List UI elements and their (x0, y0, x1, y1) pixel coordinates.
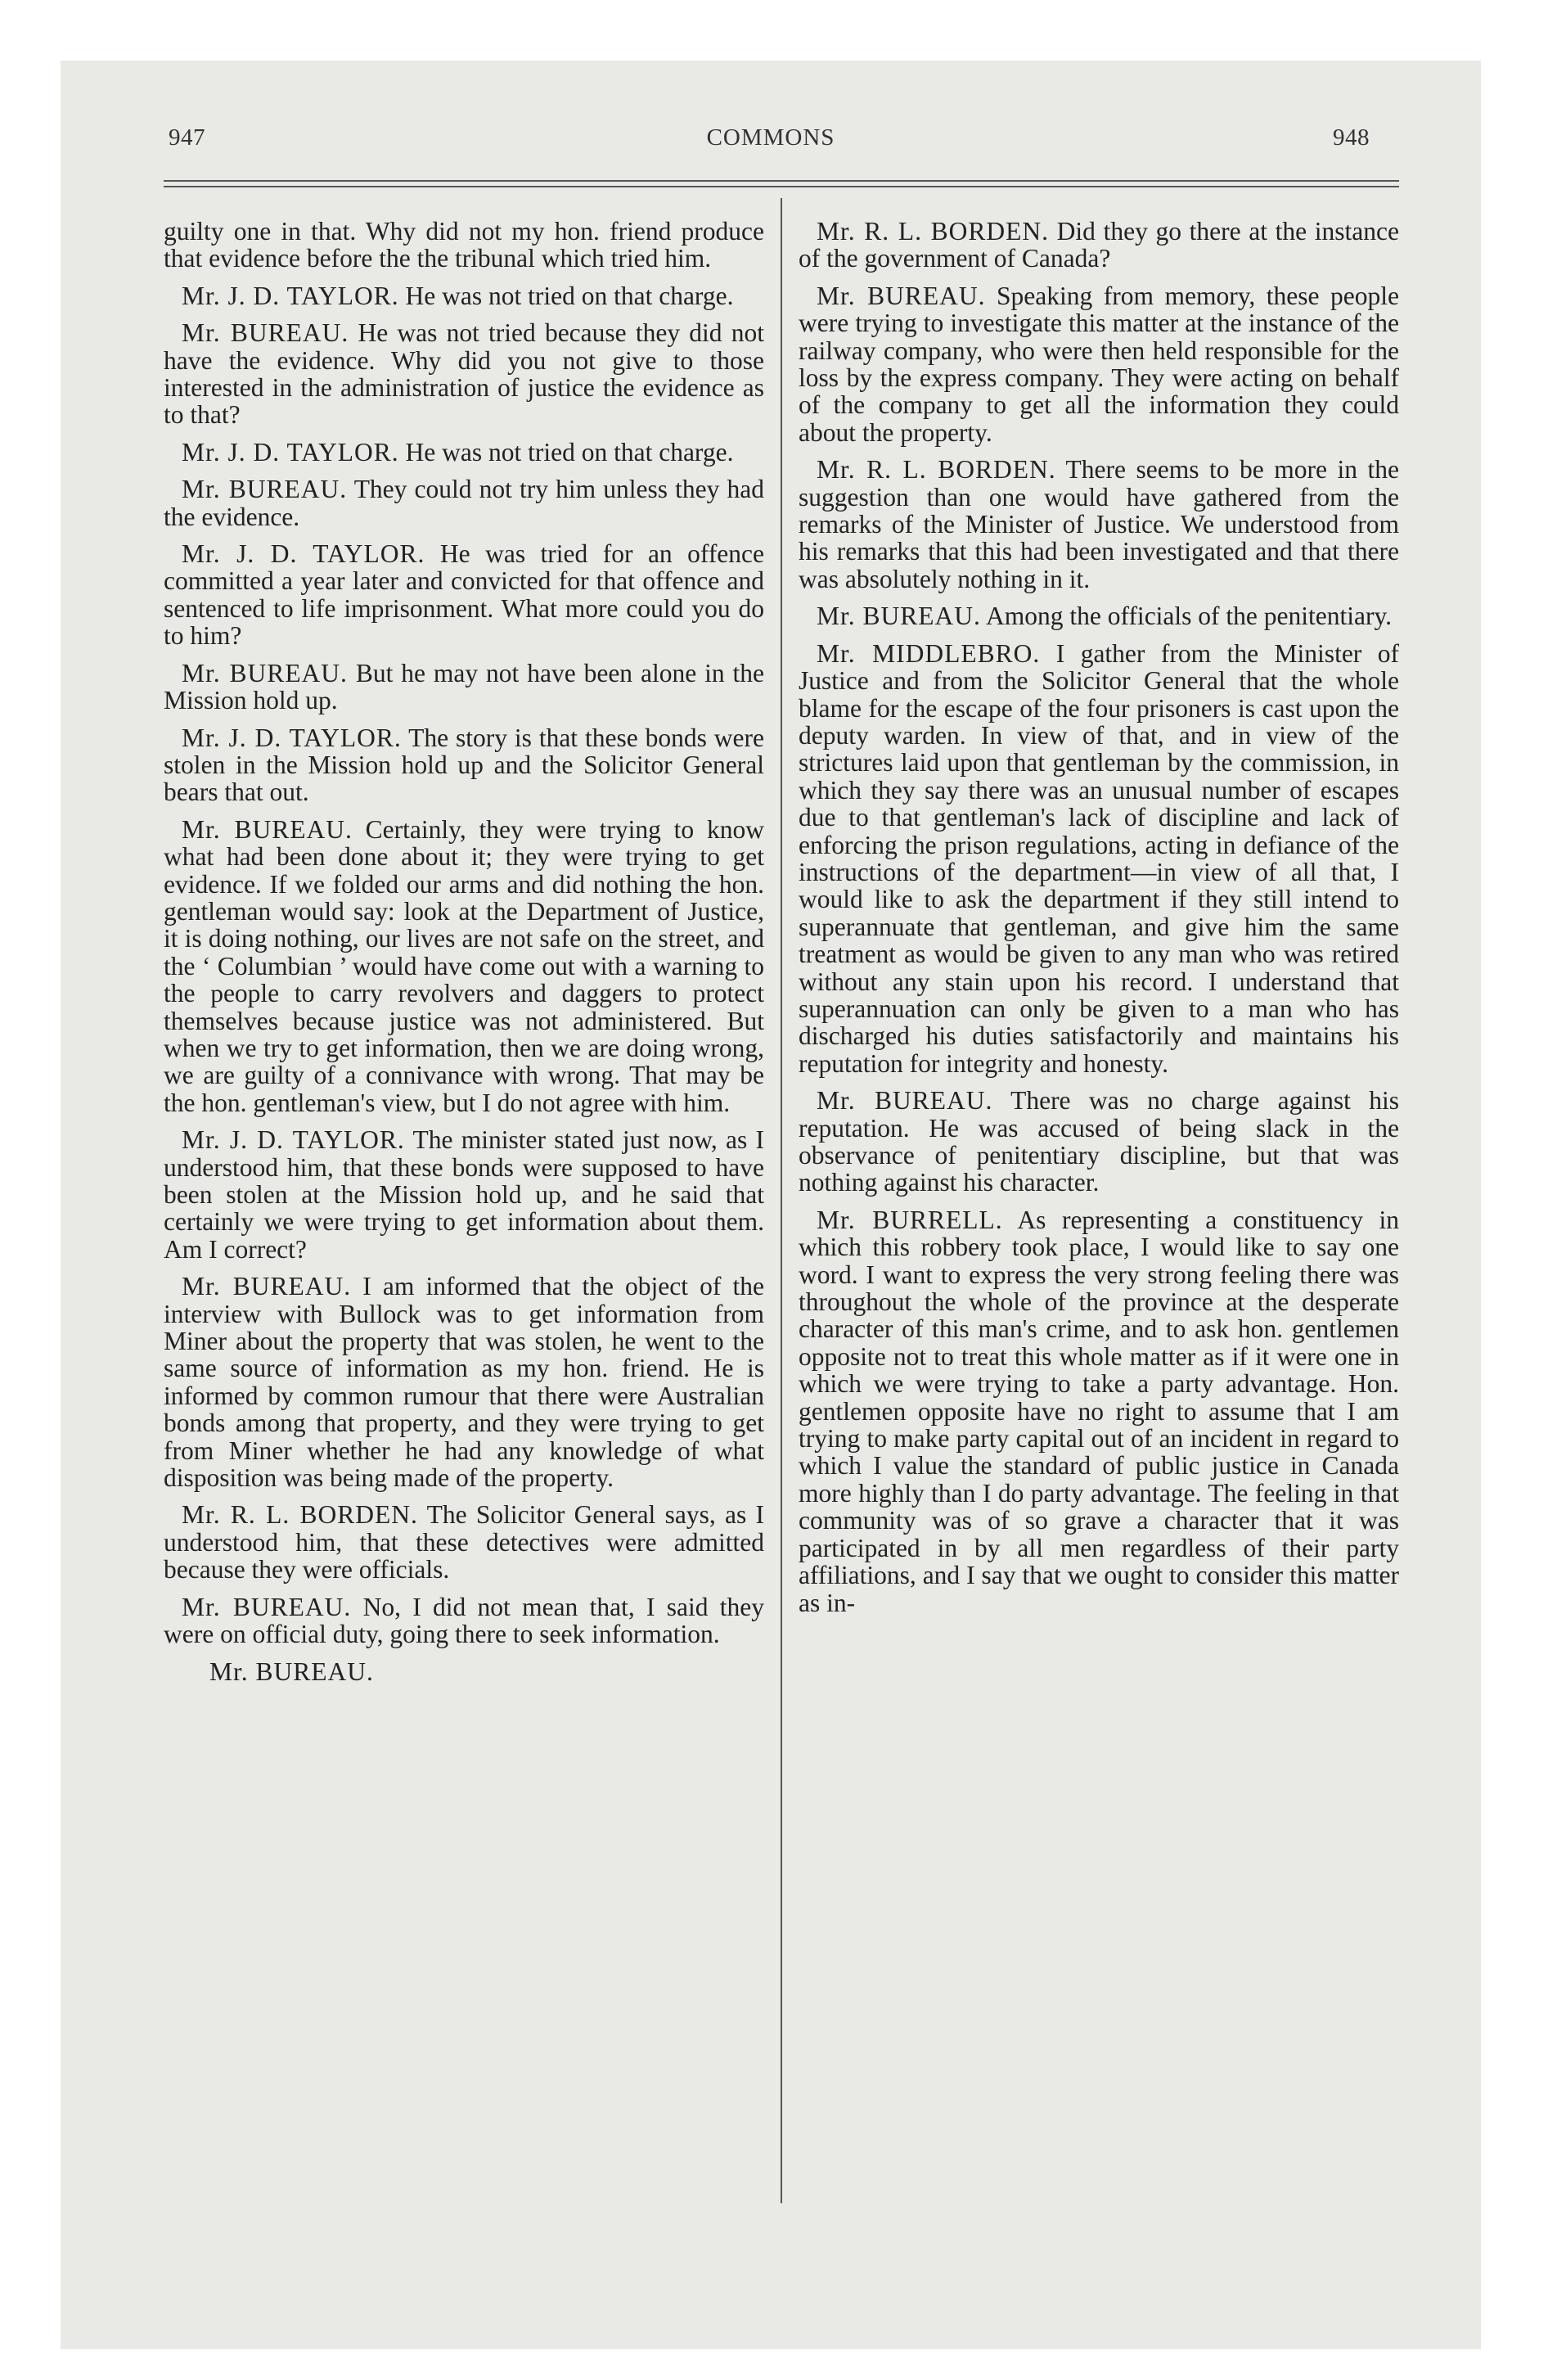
paragraph-text: There was no charge against his reputation. He was accused of being slack in the observance of penitentiary discipline, but that was nothing against his character. (799, 1086, 1399, 1197)
header-rule-bottom (164, 186, 1399, 187)
speaker-name: Mr. BUREAU. (182, 814, 353, 844)
speaker-name: Mr. BUREAU. (182, 1272, 352, 1301)
paragraph (164, 282, 764, 309)
speaker-name: Mr. J. D. TAYLOR. (182, 281, 399, 310)
paragraph-text: There seems to be more in the suggestion than one would have gathered from the remarks of the Minister of Justice. We understood from his remarks that this had been investigated and that there was absolutely nothing in it. (799, 455, 1399, 593)
running-title: COMMONS (706, 124, 835, 151)
paragraph (164, 439, 764, 466)
paragraph (164, 319, 764, 429)
paragraph-text: Did they go there at the instance of the government of Canada? (799, 217, 1400, 273)
speaker-name: Mr. R. L. BORDEN. (182, 1500, 418, 1530)
left-column (164, 218, 764, 1695)
speaker-name: Mr. BUREAU. (182, 475, 348, 504)
speaker-name: Mr. BUREAU. (817, 1086, 993, 1116)
paragraph (164, 724, 764, 806)
paragraph-text: guilty one in that. Why did not my hon. friend produce that evidence before the the tribunal which tried him. (164, 217, 764, 273)
speaker-name: Mr. J. D. TAYLOR. (182, 1125, 405, 1155)
paragraph-text: But he may not have been alone in the Mission hold up. (164, 658, 764, 715)
paragraph (164, 1126, 764, 1263)
speaker-name: Mr. J. D. TAYLOR. (182, 539, 425, 569)
speaker-name: Mr. BUREAU. (182, 318, 349, 348)
paragraph (164, 1593, 764, 1648)
paragraph-text: Speaking from memory, these people were trying to investigate this matter at the instance of the railway company, who were then held responsible for the loss by the express company. They were acting on behalf of the company to get all the information they could about the property. (799, 281, 1399, 447)
header-rule-top (164, 180, 1399, 182)
speaker-name: Mr. MIDDLEBRO. (817, 638, 1041, 668)
paragraph-text: I gather from the Minister of Justice and from the Solicitor General that the whole blame for the escape of the four prisoners is cast upon the deputy warden. In view of that, and in view of the strictures laid upon that gentleman by the commission, in which they say there was an unusual number of escapes due to that gentleman's lack of discipline and lack of enforcing the prison regulations, acting in defiance of the instructions of the department—in view of all that, I would like to ask the department if they still intend to superannuate that gentleman, and give him the same treatment as would be given to any man who was retired without any stain upon his record. I understand that superannuation can only be given to a man who has discharged his duties satisfactorily and maintains his reputation for integrity and honesty. (799, 638, 1400, 1078)
paragraph (799, 1206, 1399, 1616)
paragraph (164, 218, 764, 273)
paragraph-text: The Solicitor General says, as I understood him, that these detectives were admitted because they were officials. (164, 1500, 764, 1584)
paragraph-text: He was not tried on that charge. (398, 437, 734, 467)
paragraph-text: Certainly, they were trying to know what had been done about it; they were trying to get evidence. If we folded our arms and did nothing the hon. gentleman would say: look at the Department of Justice, it is doing nothing, our lives are not safe on the street, and the ‘ Columbian ’ would have come out with a warning to the people to carry revolvers and daggers to protect themselves because justice was not administered. But when we try to get information, then we are doing wrong, we are guilty of a connivance with wrong. That may be the hon. gentleman's view, but I do not agree with him. (164, 814, 764, 1117)
speaker-name: Mr. BUREAU. (817, 281, 986, 310)
paragraph (799, 282, 1399, 446)
paragraph-text: The story is that these bonds were stolen in the Mission hold up and the Solicitor General bears that out. (164, 723, 764, 807)
right-column (799, 218, 1399, 1626)
paragraph (164, 1273, 764, 1491)
column-divider (781, 198, 782, 2203)
paragraph-text: I am informed that the object of the interview with Bullock was to get information from Miner about the property that was stolen, he went to the same source of information as my hon. friend. He is informed by common rumour that there were Australian bonds among that property, and they were trying to get from Miner whether he had any knowledge of what disposition was being made of the property. (164, 1272, 764, 1493)
speaker-name: Mr. BUREAU. (182, 658, 348, 687)
paragraph (164, 540, 764, 650)
speaker-name: Mr. BURRELL. (817, 1205, 1003, 1234)
page-number-left: 947 (169, 124, 205, 151)
paragraph-text: Among the officials of the penitentiary. (980, 602, 1393, 631)
paragraph (799, 218, 1399, 273)
speaker-name: Mr. BUREAU. (182, 1592, 352, 1621)
paragraph-text: No, I did not mean that, I said they were on official duty, going there to seek information. (164, 1592, 764, 1649)
paragraph (164, 816, 764, 1116)
paragraph (164, 660, 764, 714)
paragraph (799, 1087, 1399, 1197)
running-head (61, 124, 1481, 157)
paragraph-text: The minister stated just now, as I understood him, that these bonds were supposed to have been stolen at the Mission hold up, and he said that certainly we were trying to get information about them. Am I correct? (164, 1125, 765, 1264)
speaker-name: Mr. J. D. TAYLOR. (182, 723, 402, 752)
speaker-name: Mr. BUREAU. (817, 602, 981, 631)
paragraph (799, 602, 1399, 629)
speaker-name: Mr. R. L. BORDEN. (817, 455, 1056, 485)
paragraph (164, 476, 764, 530)
paragraph (799, 456, 1399, 593)
paragraph-text: He was not tried on that charge. (398, 281, 734, 310)
paragraph-text: They could not try him unless they had the evidence. (164, 475, 764, 531)
speaker-name: Mr. J. D. TAYLOR. (182, 437, 399, 467)
paragraph-text: He was tried for an offence committed a year later and convicted for that offence and sentenced to life imprisonment. What more could you do to him? (164, 539, 764, 651)
paragraph (799, 640, 1399, 1078)
paragraph-text: He was not tried because they did not have the evidence. Why did you not give to those interested in the administration of justice the evidence as to that? (164, 318, 764, 430)
speaker-name: Mr. R. L. BORDEN. (817, 217, 1050, 246)
paragraph (164, 1501, 764, 1583)
scanned-page (61, 61, 1481, 2349)
paragraph-text: As representing a constituency in which this robbery took place, I would like to say one word. I want to express the very strong feeling there was throughout the whole of the province at the desperate character of this man's crime, and to ask hon. gentlemen opposite not to treat this whole matter as if it were one in which we were trying to take a party advantage. Hon. gentlemen opposite have no right to assume that I am trying to make party capital out of an incident in regard to which I value the standard of public justice in Canada more highly than I do party advantage. The feeling in that community was of so grave a character that it was participated in by all men regardless of their party affiliations, and I say that we ought to consider this matter as in- (799, 1205, 1399, 1617)
footer-signature: Mr. BUREAU. (209, 1657, 374, 1686)
page-number-right: 948 (1333, 124, 1370, 151)
